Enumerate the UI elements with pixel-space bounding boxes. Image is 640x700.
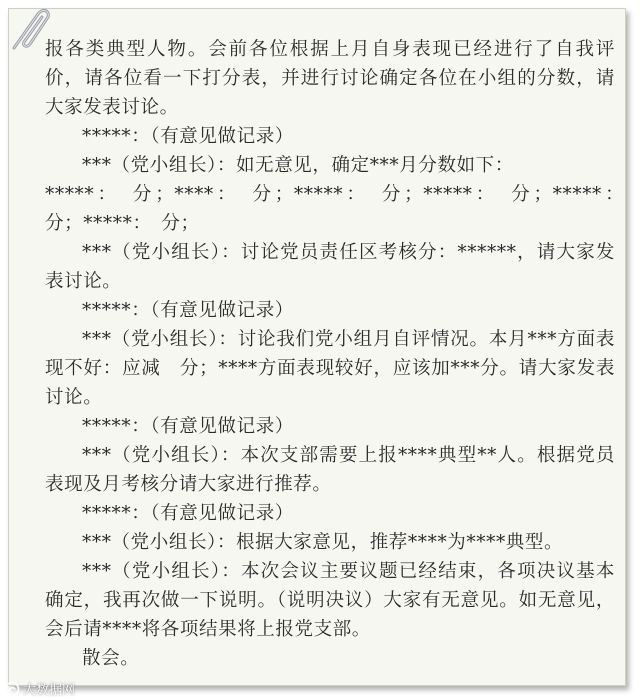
- paragraph-leader-result: ***（党小组长）：根据大家意见，推荐****为****典型。: [82, 532, 564, 553]
- watermark: [4, 679, 75, 698]
- paragraph-adjourn: 散会。: [82, 648, 140, 669]
- paragraph-leader-closing: ***（党小组长）：本次会议主要议题已经结束，各项决议基本确定，我再次做一下说明。（说明决议）大家有无意见。如无意见，会后请****将各项结果将上报党支部。: [45, 561, 615, 640]
- paragraph-leader-responsibility: ***（党小组长）：讨论党员责任区考核分：******，请大家发表讨论。: [45, 242, 615, 292]
- document-sheet: [8, 8, 635, 686]
- paragraph-comment: *****：（有意见做记录）: [82, 300, 294, 321]
- paragraph-intro: 报各类典型人物。会前各位根据上月自身表现已经进行了自我评价，请各位看一下打分表，并进行讨论确定各位在小组的分数，请大家发表讨论。: [45, 39, 615, 118]
- paragraph-leader-scores: ***（党小组长）：如无意见，确定***月分数如下：: [82, 155, 514, 176]
- paragraph-leader-recommendation: ***（党小组长）：本次支部需要上报****典型**人。根据党员表现及月考核分请大家进行推荐。: [45, 445, 615, 495]
- document-body: [45, 35, 635, 673]
- watermark-text: 大数据网: [23, 683, 76, 698]
- paragraph-comment: *****：（有意见做记录）: [82, 416, 294, 437]
- paragraph-leader-self-evaluation: ***（党小组长）：讨论我们党小组月自评情况。本月***方面表现不好：应减 分；****方面表现较好，应该加***分。请大家发表讨论。: [45, 329, 615, 408]
- brand-logo-icon: [4, 681, 20, 697]
- paperclip-icon: [0, 0, 56, 60]
- paragraph-comment: *****：（有意见做记录）: [82, 503, 294, 524]
- paragraph-score-list: *****： 分；****： 分；*****： 分；*****： 分；*****： 分；*****： 分；: [45, 184, 635, 234]
- paragraph-comment: *****：（有意见做记录）: [82, 126, 294, 147]
